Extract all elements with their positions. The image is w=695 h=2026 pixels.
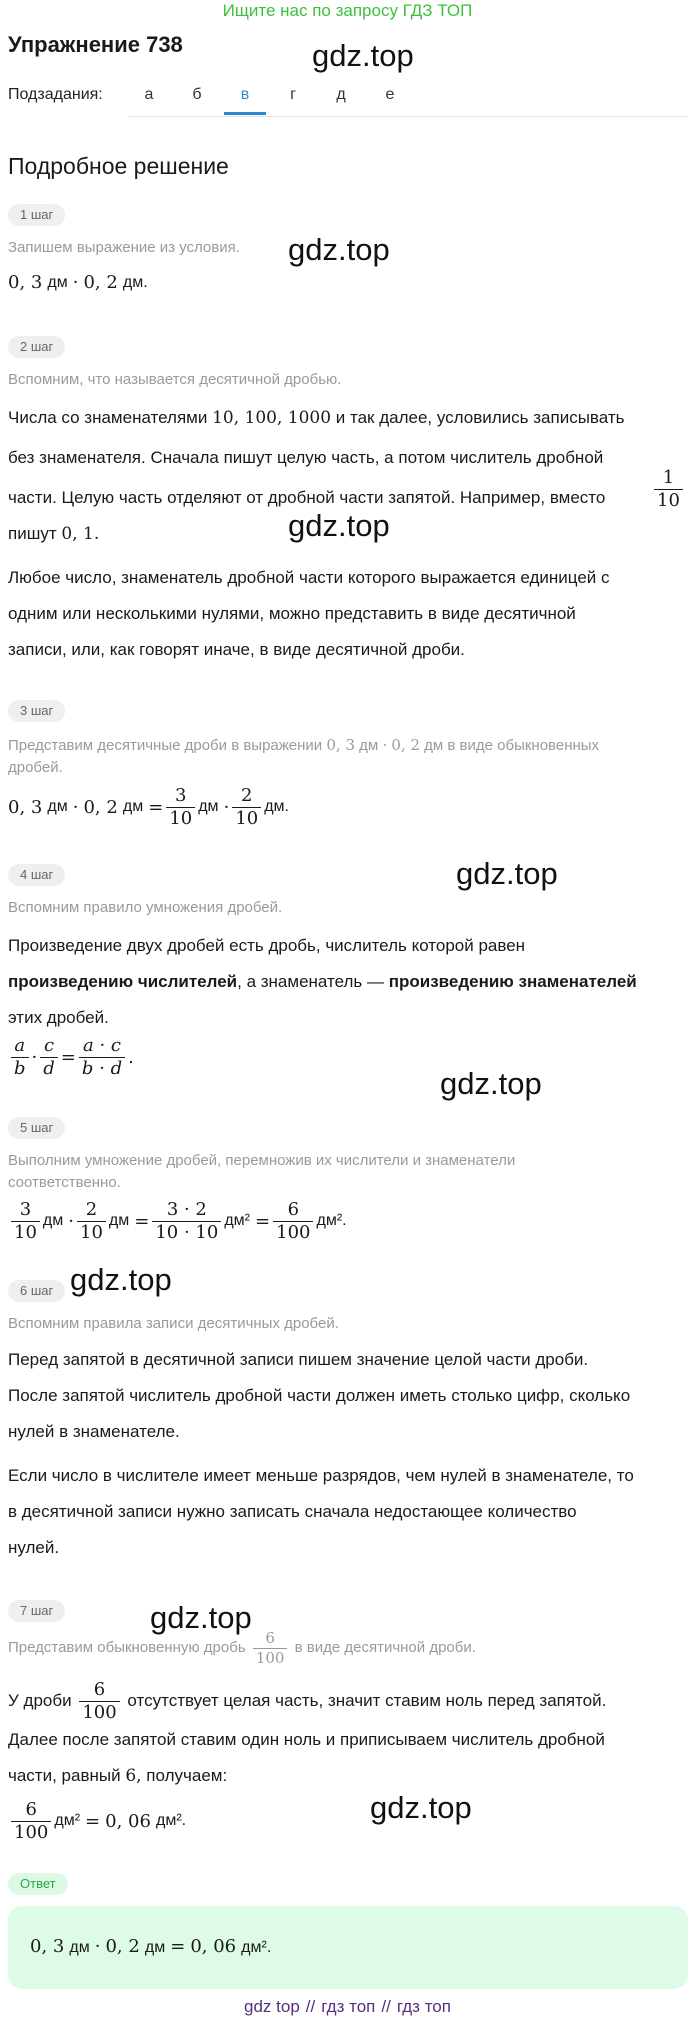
- step-badge: 4 шаг: [8, 864, 65, 886]
- fraction: [11, 1200, 40, 1243]
- paragraph-line: Любое число, знаменатель дробной части которого выражается единицей с: [8, 568, 610, 587]
- step-formula: [8, 1036, 134, 1079]
- numerator: a · c: [83, 1035, 121, 1056]
- number: 0, 1.: [61, 524, 100, 544]
- unit: дм.: [264, 798, 289, 816]
- paragraph-line: в десятичной записи нужно записать сначала недостающее количество: [8, 1502, 577, 1521]
- unit: дм: [47, 273, 68, 291]
- operator: ·: [223, 796, 230, 818]
- subtasks-tabs: [128, 82, 688, 117]
- step-hint: [8, 1630, 678, 1666]
- bold-text: произведению числителей: [8, 972, 238, 991]
- fraction: [77, 1200, 106, 1243]
- paragraph-line: [8, 1680, 688, 1723]
- paragraph-line: Произведение двух дробей есть дробь, числитель которой равен: [8, 936, 526, 955]
- operator: ·: [382, 736, 388, 754]
- step-badge: 3 шаг: [8, 700, 65, 722]
- numerator: 2: [241, 785, 253, 806]
- fraction: [166, 786, 195, 829]
- fraction: [651, 468, 686, 511]
- step-hint: Запишем выражение из условия.: [8, 239, 240, 256]
- watermark: gdz.top: [370, 1790, 472, 1825]
- number: 0, 3: [8, 272, 43, 293]
- number: 0, 3: [8, 796, 43, 818]
- paragraph-line: этих дробей.: [8, 1008, 109, 1027]
- fraction: [11, 1036, 29, 1079]
- footer-link[interactable]: гдз топ: [321, 1997, 376, 2016]
- paragraph-line: [8, 1758, 688, 1794]
- unit: дм: [359, 737, 379, 754]
- operator: =: [85, 1810, 101, 1832]
- answer-box: [8, 1906, 688, 1989]
- step-badge: 7 шаг: [8, 1600, 65, 1622]
- watermark: gdz.top: [288, 508, 390, 543]
- watermark: gdz.top: [150, 1600, 252, 1635]
- number: 0, 2: [83, 796, 118, 818]
- number: 0, 2: [105, 1936, 140, 1957]
- paragraph-line: Далее после запятой ставим один ноль и приписываем числитель дробной: [8, 1730, 605, 1749]
- number: 0, 3: [30, 1936, 65, 1957]
- step-badge: 1 шаг: [8, 204, 65, 226]
- unit: дм²: [224, 1212, 251, 1230]
- operator: ·: [72, 272, 79, 293]
- step-hint: [8, 734, 678, 757]
- fraction: [273, 1200, 313, 1243]
- step-formula: [8, 272, 148, 293]
- unit: дм²: [54, 1812, 81, 1830]
- operator: =: [60, 1046, 76, 1068]
- number: 0, 06: [105, 1810, 151, 1832]
- paragraph-line: Если число в числителе имеет меньше разрядов, чем нулей в знаменателе, то: [8, 1466, 634, 1485]
- operator: =: [255, 1210, 271, 1232]
- subtasks-label: Подзадания:: [8, 86, 103, 103]
- answer-formula: [30, 1936, 271, 1957]
- number: 6,: [125, 1766, 142, 1786]
- step-hint: Вспомним правила записи десятичных дробей.: [8, 1315, 339, 1332]
- step-badge: 2 шаг: [8, 336, 65, 358]
- text: У дроби: [8, 1691, 72, 1711]
- number: 0, 3: [326, 736, 355, 754]
- paragraph-line: нулей в знаменателе.: [8, 1422, 180, 1441]
- operator: =: [148, 796, 164, 818]
- text: , а знаменатель —: [237, 972, 384, 991]
- text: Числа со знаменателями: [8, 408, 208, 427]
- text: и так далее, условились записывать: [335, 408, 625, 427]
- operator: ·: [94, 1936, 101, 1957]
- unit: дм: [144, 1939, 166, 1956]
- tab-b[interactable]: б: [192, 86, 202, 103]
- watermark: gdz.top: [440, 1066, 542, 1101]
- operator: ·: [31, 1046, 38, 1068]
- bold-text: произведению знаменателей: [388, 972, 637, 991]
- step-hint: Выполним умножение дробей, перемножив их числители и знаменатели: [8, 1152, 516, 1169]
- text: получаем:: [146, 1766, 228, 1785]
- denominator: 100: [273, 1221, 313, 1243]
- denominator: 100: [253, 1648, 288, 1667]
- tab-e[interactable]: е: [385, 86, 395, 103]
- denominator: 10 · 10: [152, 1221, 221, 1243]
- paragraph-line: одним или несколькими нулями, можно представить в виде десятичной: [8, 604, 576, 623]
- step-formula: [8, 786, 289, 829]
- watermark: gdz.top: [456, 856, 558, 891]
- denominator: 10: [232, 807, 261, 829]
- step-formula: [8, 1200, 347, 1243]
- tab-a[interactable]: а: [144, 86, 154, 103]
- unit: дм: [47, 798, 68, 816]
- text: части, равный: [8, 1766, 121, 1785]
- unit: дм: [424, 737, 444, 754]
- fraction: [253, 1630, 288, 1666]
- paragraph-line: без знаменателя. Сначала пишут целую часть, а потом числитель дробной: [8, 448, 604, 467]
- watermark: gdz.top: [288, 232, 390, 267]
- paragraph-line: нулей.: [8, 1538, 60, 1557]
- fraction: [40, 1036, 58, 1079]
- tab-v[interactable]: в: [224, 86, 266, 115]
- denominator: b: [11, 1057, 29, 1079]
- fraction: [79, 1036, 125, 1079]
- denominator: 100: [11, 1821, 51, 1843]
- number: 0, 2: [83, 272, 118, 293]
- step-badge: 6 шаг: [8, 1280, 65, 1302]
- numerator: 6: [287, 1199, 300, 1220]
- step-hint: дробей.: [8, 759, 63, 776]
- numerator: 6: [265, 1629, 275, 1647]
- number: 0, 06: [190, 1936, 237, 1957]
- operator: =: [170, 1936, 186, 1957]
- text: пишут: [8, 524, 57, 543]
- step-formula: [8, 1800, 186, 1843]
- separator: //: [381, 1997, 391, 2016]
- text: в виде десятичной дроби.: [294, 1639, 476, 1656]
- unit: дм².: [155, 1812, 187, 1830]
- tab-g[interactable]: г: [290, 86, 296, 103]
- numerator: a: [14, 1035, 26, 1056]
- text: Представим обыкновенную дробь: [8, 1639, 246, 1656]
- paragraph-line: Перед запятой в десятичной записи пишем значение целой части дроби.: [8, 1350, 589, 1369]
- unit: дм: [198, 798, 219, 816]
- unit: дм: [122, 798, 144, 816]
- numerator: c: [43, 1035, 55, 1056]
- denominator: b · d: [79, 1057, 125, 1079]
- numerator: 6: [93, 1679, 106, 1700]
- text: в виде обыкновенных: [447, 737, 600, 754]
- denominator: 10: [77, 1221, 106, 1243]
- paragraph-line: записи, или, как говорят иначе, в виде десятичной дроби.: [8, 640, 465, 659]
- fraction: [79, 1680, 119, 1723]
- paragraph-line: После запятой числитель дробной части должен иметь столько цифр, сколько: [8, 1386, 631, 1405]
- punctuation: .: [128, 1046, 134, 1068]
- numerator: 3 · 2: [166, 1199, 207, 1220]
- numerator: 3: [19, 1199, 32, 1220]
- footer-link[interactable]: gdz top: [244, 1997, 300, 2016]
- unit: дм: [69, 1939, 90, 1956]
- unit: дм.: [122, 273, 148, 291]
- search-banner: Ищите нас по запросу ГДЗ ТОП: [222, 1, 473, 20]
- denominator: 100: [79, 1701, 119, 1723]
- operator: ·: [72, 796, 79, 818]
- numerator: 1: [662, 467, 675, 488]
- paragraph-line: части. Целую часть отделяют от дробной части запятой. Например, вместо: [8, 488, 606, 507]
- watermark: gdz.top: [312, 38, 414, 73]
- section-title: Подробное решение: [8, 153, 229, 179]
- footer-link[interactable]: гдз топ: [396, 1997, 451, 2016]
- unit: дм: [42, 1212, 64, 1230]
- fraction: [11, 1800, 51, 1843]
- text: Представим десятичные дроби в выражении: [8, 737, 323, 754]
- paragraph-line: [8, 400, 688, 436]
- unit: дм².: [241, 1939, 272, 1956]
- operator: =: [134, 1210, 150, 1232]
- numerator: 3: [175, 785, 187, 806]
- page-title: Упражнение 738: [8, 32, 183, 57]
- answer-badge: Ответ: [8, 1873, 68, 1895]
- fraction: [232, 786, 261, 829]
- fraction: [152, 1200, 221, 1243]
- separator: //: [305, 1997, 316, 2016]
- tab-d[interactable]: д: [336, 86, 346, 103]
- unit: дм².: [316, 1212, 347, 1230]
- step-hint: Вспомним правило умножения дробей.: [8, 899, 283, 916]
- denominator: 10: [654, 489, 683, 511]
- denominator: d: [40, 1057, 58, 1079]
- step-hint: Вспомним, что называется десятичной дробью.: [8, 371, 342, 388]
- denominator: 10: [166, 807, 195, 829]
- numerator: 2: [85, 1199, 98, 1220]
- number: 0, 2: [391, 736, 420, 754]
- step-badge: 5 шаг: [8, 1117, 65, 1139]
- unit: дм: [108, 1212, 130, 1230]
- numerator: 6: [25, 1799, 37, 1820]
- watermark: gdz.top: [70, 1262, 172, 1297]
- step-hint: соответственно.: [8, 1174, 121, 1191]
- paragraph-line: [8, 964, 688, 1000]
- operator: ·: [68, 1210, 74, 1232]
- number: 10, 100, 1000: [212, 408, 332, 428]
- denominator: 10: [11, 1221, 40, 1243]
- text: отсутствует целая часть, значит ставим ноль перед запятой.: [127, 1691, 607, 1711]
- footer-links: [0, 1997, 695, 2017]
